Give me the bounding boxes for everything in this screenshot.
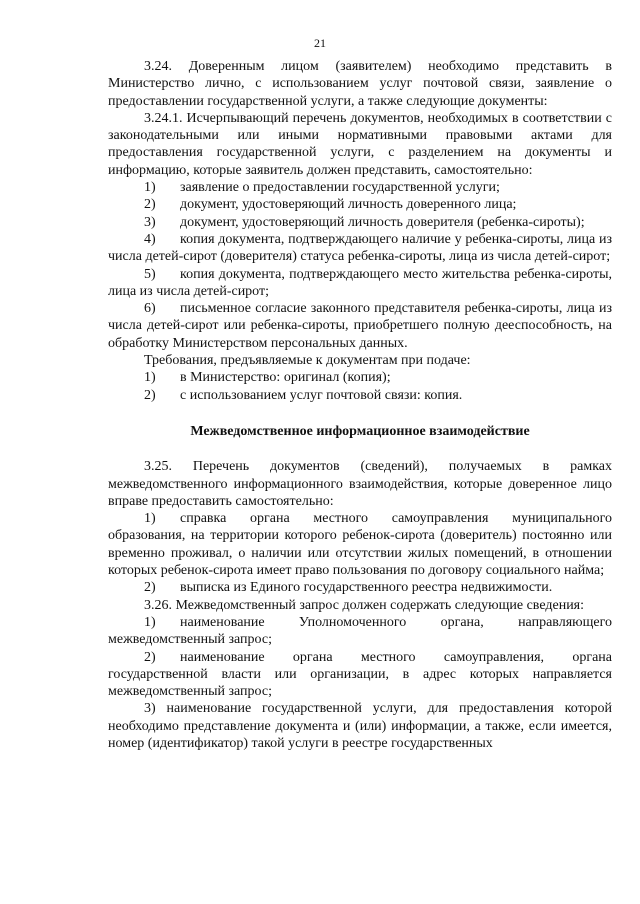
requirements-intro: Требования, предъявляемые к документам при подаче: — [144, 353, 471, 369]
list-item — [108, 387, 612, 404]
list-item — [108, 231, 612, 266]
list-item — [108, 266, 612, 301]
list-item-number: 1) — [144, 511, 156, 527]
list-item-number: 1) — [144, 370, 156, 386]
list-item-text: с использованием услуг почтовой связи: копия. — [180, 387, 463, 403]
paragraph-item-3: 3) наименование государственной услуги, для предоставления которой необходимо представление документа и (или) информации, а также, если имеется, номер (идентификатор) такой услуги в реестре государственных — [108, 701, 612, 751]
list-item-number: 1) — [144, 614, 156, 630]
list-item-text: копия документа, подтверждающего наличие у ребенка-сироты, лица из числа детей-сирот (доверителя) статуса ребенка-сироты, лица из числа детей-сирот; — [108, 231, 612, 265]
list-item — [108, 579, 612, 596]
list-item — [108, 510, 612, 579]
list-item-text: документ, удостоверяющий личность доверителя (ребенка-сироты); — [180, 214, 585, 230]
list-item-number: 5) — [144, 266, 156, 282]
list-item-number: 3) — [144, 214, 156, 230]
paragraph-3-24: 3.24. Доверенным лицом (заявителем) необходимо представить в Министерство лично, с использованием услуг почтовой связи, заявление о предоставлении государственной услуги, а также следующие документы: — [108, 59, 612, 109]
list-item-number: 6) — [144, 301, 156, 317]
list-item — [108, 214, 612, 231]
list-item-text: справка органа местного самоуправления муниципального образования, на территории которого ребенок-сирота (доверитель) постоянно или временно проживал, о наличии или отсутствии жилых помещений, в отношении которых ребенок-сирота имеет право пользования по договору социального найма; — [108, 511, 612, 579]
list-item-number: 2) — [144, 387, 156, 403]
list-item — [108, 196, 612, 213]
list-item-number: 2) — [144, 649, 156, 665]
list-item-number: 2) — [144, 197, 156, 213]
list-item-text: документ, удостоверяющий личность доверенного лица; — [180, 197, 517, 213]
list-item — [108, 179, 612, 196]
list-item — [108, 369, 612, 386]
section-heading: Межведомственное информационное взаимодействие — [190, 423, 530, 439]
list-item — [108, 614, 612, 649]
list-item-text: копия документа, подтверждающего место жительства ребенка-сироты, лица из числа детей-сирот; — [108, 266, 612, 299]
list-item — [108, 649, 612, 701]
paragraph-3-24-1: 3.24.1. Исчерпывающий перечень документов, необходимых в соответствии с законодательными или иными нормативными правовыми актами для предоставления государственной услуги, с разделением на документы и информацию, которые заявитель должен представить, самостоятельно: — [108, 110, 612, 178]
document-body — [108, 58, 612, 752]
list-item-text: заявление о предоставлении государственной услуги; — [180, 180, 500, 196]
list-item-text: выписка из Единого государственного реестра недвижимости. — [180, 580, 553, 596]
list-item-text: наименование органа местного самоуправления, органа государственной власти или организации, в адрес которых направляется межведомственный запрос; — [108, 649, 612, 700]
list-item-text: письменное согласие законного представителя ребенка-сироты, лица из числа детей-сирот или ребенка-сироты, приобретшего полную дееспособность, на обработку Министерством персональных данных. — [108, 301, 612, 351]
page-number: 21 — [314, 36, 326, 50]
list-item-number: 2) — [144, 580, 156, 596]
list-item — [108, 300, 612, 352]
list-item-text: в Министерство: оригинал (копия); — [180, 370, 391, 386]
list-item-number: 1) — [144, 180, 156, 196]
paragraph-3-26: 3.26. Межведомственный запрос должен содержать следующие сведения: — [144, 597, 585, 613]
list-item-text: наименование Уполномоченного органа, направляющего межведомственный запрос; — [108, 614, 612, 648]
list-item-number: 4) — [144, 231, 156, 247]
paragraph-3-25: 3.25. Перечень документов (сведений), получаемых в рамках межведомственного информационного взаимодействия, которые доверенное лицо вправе предоставить самостоятельно: — [108, 459, 612, 509]
